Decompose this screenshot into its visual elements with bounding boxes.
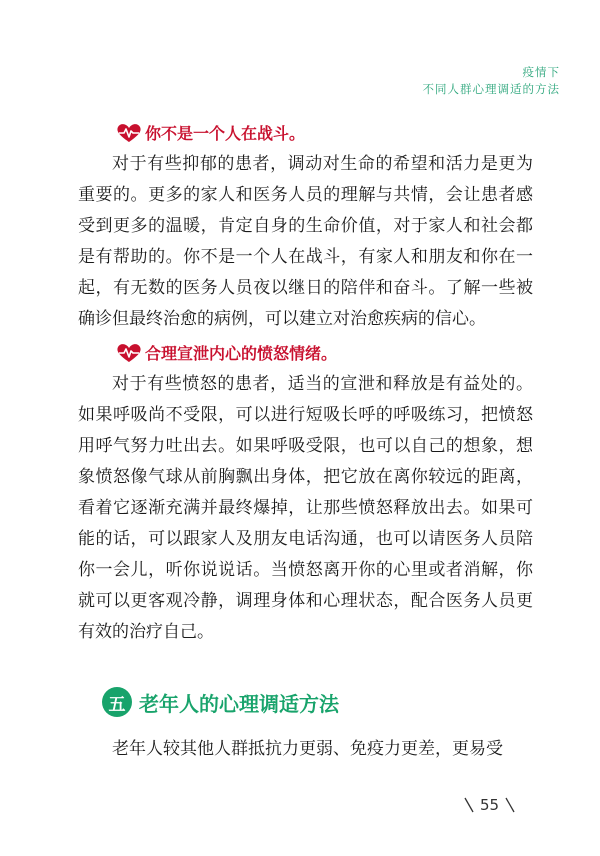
subhead-1 [116,121,305,144]
header-line-2: 不同人群心理调适的方法 [422,82,560,96]
backslash-decoration-icon [503,796,517,814]
running-header [423,64,561,98]
subhead-1-text: 你不是一个人在战斗。 [145,124,306,143]
heart-pulse-icon [116,123,142,143]
page-number-area [462,796,517,814]
paragraph-3: 老年人较其他人群抵抗力更弱、免疫力更差，更易受 [112,739,503,759]
subhead-2 [116,341,337,364]
paragraph-2: 对于有些愤怒的患者，适当的宣泄和释放是有益处的。如果呼吸尚不受限，可以进行短吸长呼的呼吸练习，把愤怒用呼气努力吐出去。如果呼吸受限，也可以自己的想象，想象愤怒像气球从前胸飘出身体，把它放在离你较远的距离，看着它逐渐充满并最终爆掉，让那些愤怒释放出去。如果可能的话，可以跟家人及朋友电话沟通，也可以请医务人员陪你一会儿，听你说说话。当愤怒离开你的心里或者消解，你就可以更客观冷静，调理身体和心理状态，配合医务人员更有效的治疗自己。 [78,374,533,642]
section-heading [102,687,339,717]
header-line-1: 疫情下 [522,65,560,79]
paragraph-1: 对于有些抑郁的患者，调动对生命的希望和活力是更为重要的。更多的家人和医务人员的理解与共情，会让患者感受到更多的温暖，肯定自身的生命价值，对于家人和社会都是有帮助的。你不是一个人在战斗，有家人和朋友和你在一起，有无数的医务人员夜以继日的陪伴和奋斗。了解一些被确诊但最终治愈的病例，可以建立对治愈疾病的信心。 [78,154,533,329]
backslash-decoration-icon [462,796,476,814]
section-title: 老年人的心理调适方法 [139,691,339,716]
section-number-badge: 五 [102,687,132,717]
heart-pulse-icon [116,343,142,363]
subhead-2-text: 合理宣泄内心的愤怒情绪。 [145,344,338,363]
page-number: 55 [480,796,500,814]
